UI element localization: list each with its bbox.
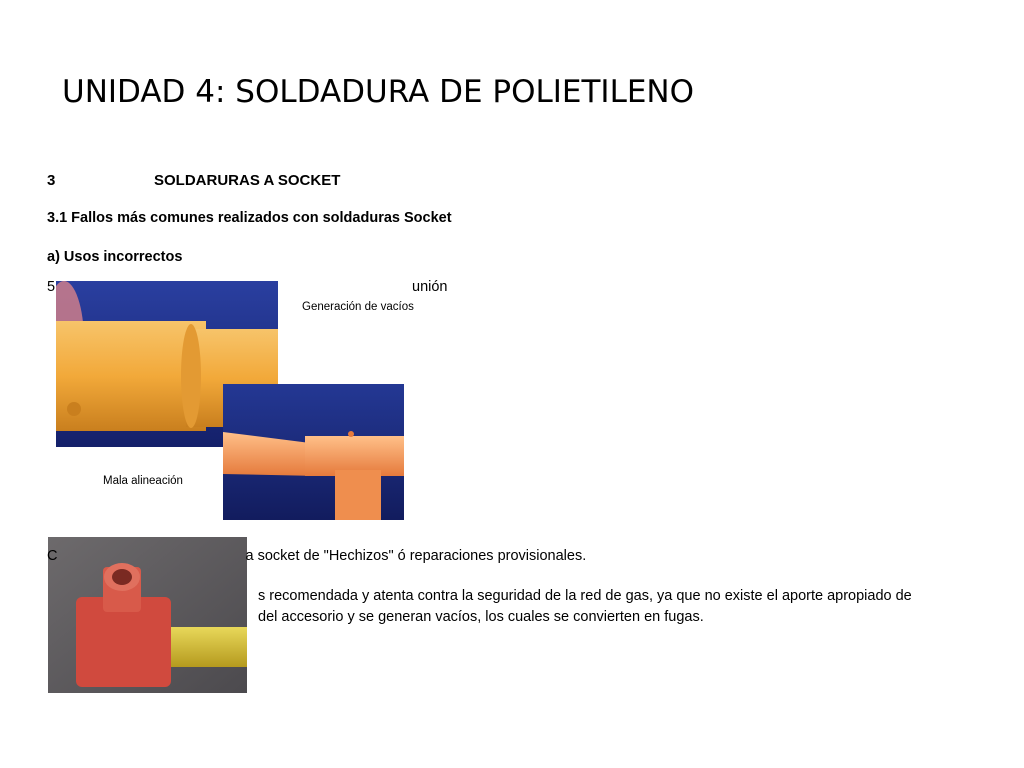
caption-generacion-vacios: Generación de vacíos (302, 301, 414, 313)
line-5-prefix: 5 (47, 279, 56, 295)
section-title: SOLDARURAS A SOCKET (154, 172, 341, 189)
line-5-suffix: unión (412, 279, 448, 295)
subsection-heading: 3.1 Fallos más comunes realizados con soldaduras Socket (47, 210, 452, 226)
paragraph-2-line-2: del accesorio y se generan vacíos, los cuales se convierten en fugas. (258, 609, 704, 625)
paragraph-1 (47, 548, 586, 564)
caption-mala-alineacion: Mala alineación (103, 475, 183, 487)
page-title: UNIDAD 4: SOLDADURA DE POLIETILENO (62, 74, 695, 110)
paragraph-1-lead: C (47, 548, 58, 564)
subheading-usos-incorrectos: a) Usos incorrectos (47, 249, 183, 265)
section-number: 3 (47, 172, 56, 189)
paragraph-2-line-1: s recomendada y atenta contra la seguridad de la red de gas, ya que no existe el aporte apropiado de (258, 588, 912, 604)
misaligned-tee-photo (223, 384, 404, 520)
paragraph-2 (47, 586, 992, 628)
paragraph-1-text: a socket de "Hechizos" ó reparaciones provisionales. (245, 548, 587, 564)
